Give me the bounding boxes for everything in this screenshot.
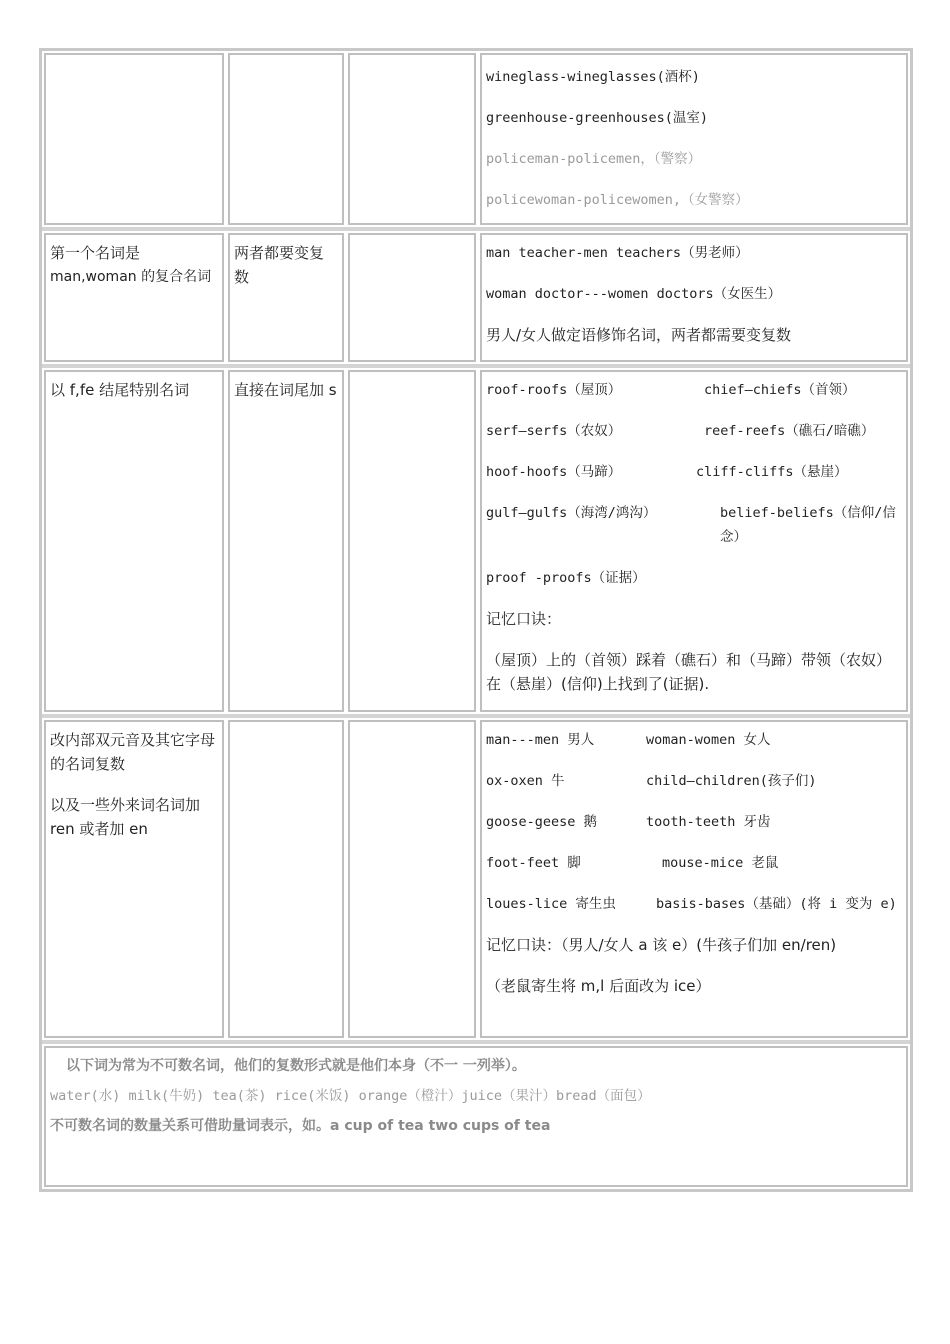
example-right: chief—chiefs（首领）	[704, 382, 856, 398]
example-line: policeman-policemen，（警察）	[486, 151, 702, 167]
method-cell: 两者都要变复数	[228, 233, 344, 362]
example-left: goose-geese 鹅	[486, 814, 598, 830]
table-row	[42, 718, 910, 1044]
memory-tip-label: 记忆口诀：	[486, 610, 562, 628]
example-pair	[486, 810, 902, 834]
example-left: serf—serfs（农奴）	[486, 423, 622, 439]
example-left: gulf—gulfs（海湾/鸿沟）	[486, 505, 657, 521]
examples-cell	[480, 53, 908, 225]
example-right: tooth-teeth 牙齿	[646, 814, 771, 830]
example-pair	[486, 460, 902, 484]
memory-tip: （老鼠寄生将 m,l 后面改为 ice）	[486, 977, 711, 995]
blank-cell	[348, 233, 476, 362]
example-pair	[486, 892, 902, 916]
example-pair	[486, 378, 902, 402]
example-left: man---men 男人	[486, 732, 595, 748]
table-row	[42, 368, 910, 718]
uncountable-note-cell	[44, 1046, 908, 1187]
memory-tip: （屋顶）上的（首领）踩着（礁石）和（马蹄）带领（农奴）在（悬崖）(信仰)上找到了(证据).	[486, 651, 892, 693]
example-left: loues-lice 寄生虫	[486, 896, 616, 912]
example-line: policewoman-policewomen,（女警察）	[486, 192, 749, 208]
rule-cell	[44, 233, 224, 362]
example-right: child—children(孩子们)	[646, 773, 817, 789]
uncountable-examples: water(水) milk(牛奶) tea(茶) rice(米饭) orange（橙汁）juice（果汁）bread（面包）	[50, 1088, 651, 1104]
rule-cell	[44, 720, 224, 1038]
example-right: reef-reefs（礁石/暗礁）	[704, 423, 875, 439]
example-line: 男人/女人做定语修饰名词，两者都需要变复数	[486, 326, 792, 344]
example-right: mouse-mice 老鼠	[662, 855, 779, 871]
measure-word-note: 不可数名词的数量关系可借助量词表示，如。a cup of tea two cups of tea	[50, 1118, 551, 1134]
example-pair	[486, 501, 902, 549]
examples-cell	[480, 720, 908, 1038]
example-right: cliff-cliffs（悬崖）	[696, 464, 848, 480]
examples-cell	[480, 370, 908, 712]
rule-line: 改内部双元音及其它字母的名词复数	[50, 731, 216, 773]
example-pair	[486, 769, 902, 793]
rule-cell: 以 f,fe 结尾特别名词	[44, 370, 224, 712]
example-line: man teacher-men teachers（男老师）	[486, 245, 749, 261]
method-cell	[228, 53, 344, 225]
blank-cell	[348, 53, 476, 225]
blank-cell	[348, 370, 476, 712]
table-row	[42, 231, 910, 368]
example-pair	[486, 419, 902, 443]
examples-cell	[480, 233, 908, 362]
example-left: ox-oxen 牛	[486, 773, 565, 789]
method-cell: 直接在词尾加 s	[228, 370, 344, 712]
example-line: wineglass-wineglasses(酒杯)	[486, 69, 700, 85]
example-left: foot-feet 脚	[486, 855, 581, 871]
grammar-table	[39, 48, 913, 1192]
table-row	[42, 51, 910, 231]
example-line: proof -proofs（证据）	[486, 570, 646, 586]
example-pair	[486, 728, 902, 752]
example-right: basis-bases（基础）(将 i 变为 e)	[656, 896, 897, 912]
example-line: woman doctor---women doctors（女医生）	[486, 286, 782, 302]
table-row	[42, 1044, 910, 1189]
example-left: hoof-hoofs（马蹄）	[486, 464, 622, 480]
method-cell	[228, 720, 344, 1038]
example-left: roof-roofs（屋顶）	[486, 382, 622, 398]
rule-cell	[44, 53, 224, 225]
rule-line: 以及一些外来词名词加 ren 或者加 en	[50, 796, 201, 838]
example-right: belief-beliefs（信仰/信念）	[720, 505, 896, 545]
uncountable-title: 以下词为常为不可数名词，他们的复数形式就是他们本身（不一 一列举）。	[66, 1058, 526, 1074]
rule-line: 第一个名词是	[50, 244, 141, 262]
blank-cell	[348, 720, 476, 1038]
example-pair	[486, 851, 902, 875]
example-line: greenhouse-greenhouses(温室)	[486, 110, 709, 126]
memory-tip: 记忆口诀：（男人/女人 a 该 e）(牛孩子们加 en/ren)	[486, 936, 837, 954]
example-right: woman-women 女人	[646, 732, 771, 748]
rule-line: man,woman 的复合名词	[50, 269, 212, 285]
